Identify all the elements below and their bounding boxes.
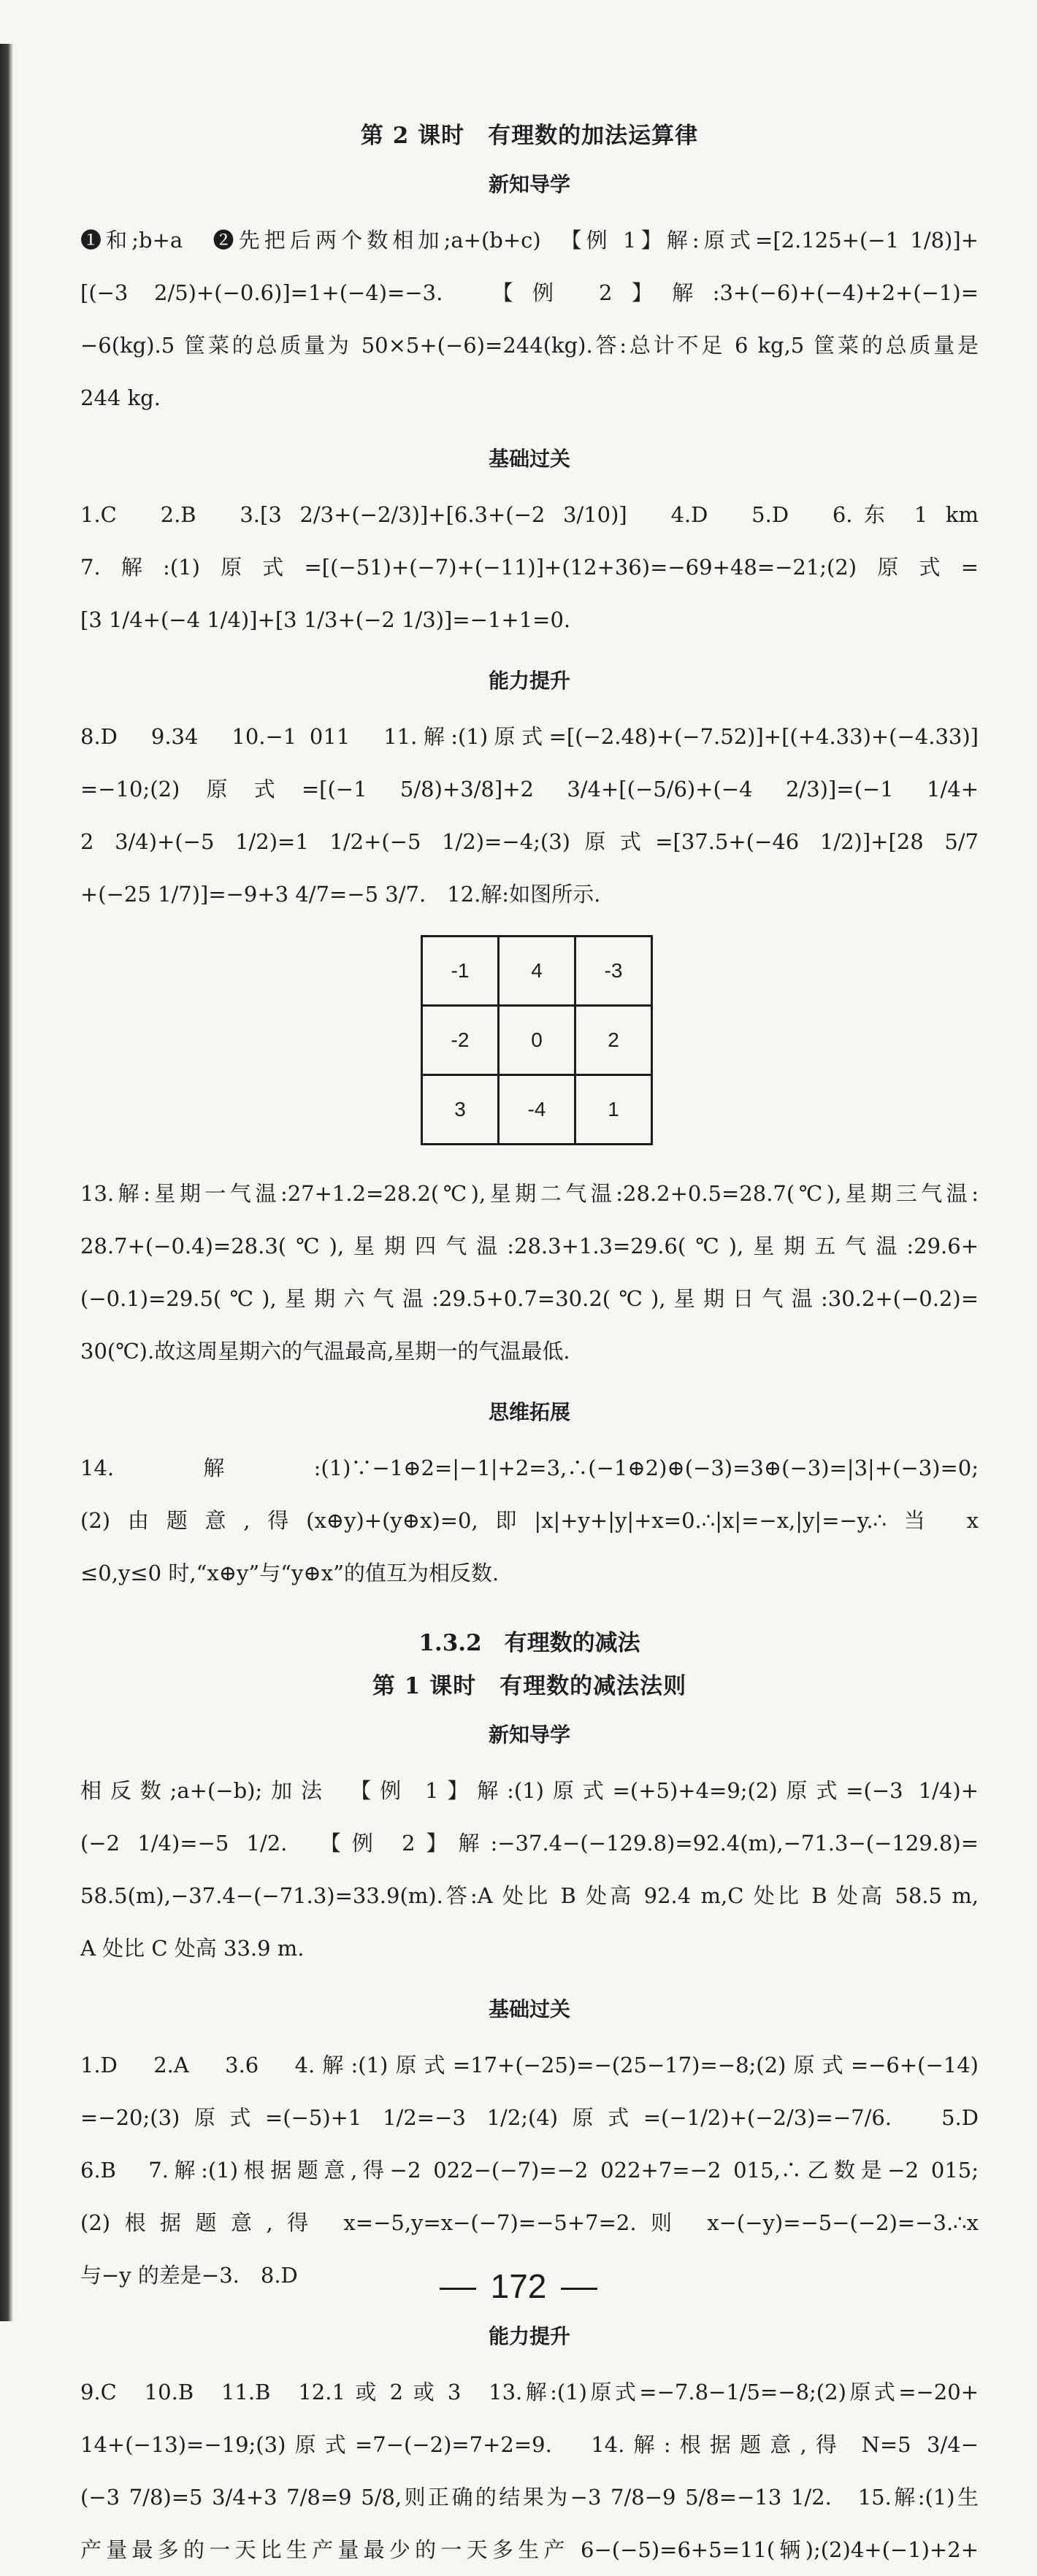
text-line: (−3 7/8)=5 3/4+3 7/8=9 5/8,则正确的结果为−3 7/8−9 5/8=−13 1/2. 15.解:(1)生 <box>80 2485 979 2510</box>
section-heading-new-knowledge: 新知导学 <box>488 1723 570 1747</box>
text-line: 产量最多的一天比生产量最少的一天多生产 6−(−5)=6+5=11(辆);(2)4+(−1)+2+ <box>80 2537 979 2562</box>
text-line: 13.解:星期一气温:27+1.2=28.2(℃),星期二气温:28.2+0.5=28.7(℃),星期三气温: <box>80 1181 979 1206</box>
answer-page <box>80 117 979 2576</box>
text-line: 244 kg. <box>80 385 161 410</box>
section-heading-ability: 能力提升 <box>488 2324 570 2348</box>
magic-square-figure <box>80 935 979 1145</box>
magic-square-table <box>421 935 653 1145</box>
book-spine-shadow <box>0 44 13 2321</box>
text-block-ability <box>80 710 979 920</box>
text-line: 9.C 10.B 11.B 12.1 或 2 或 3 13.解:(1)原式=−7.8−1/5=−8;(2)原式=−20+ <box>80 2380 979 2404</box>
text-line: 8.D 9.34 10.−1 011 11.解:(1)原式=[(−2.48)+(−7.52)]+[(+4.33)+(−4.33)] <box>80 724 979 749</box>
text-line: ≤0,y≤0 时,“x⊕y”与“y⊕x”的值互为相反数. <box>80 1561 500 1585</box>
text-line: 与−y 的差是−3. 8.D <box>80 2263 298 2288</box>
text-line: 1.C 2.B 3.[3 2/3+(−2/3)]+[6.3+(−2 3/10)] 4.D 5.D 6.东 1 km <box>80 502 979 527</box>
section-heading-ability: 能力提升 <box>488 669 570 693</box>
table-cell: 3 <box>422 1075 499 1145</box>
text-line: (−0.1)=29.5(℃),星期六气温:29.5+0.7=30.2(℃),星期日气温:30.2+(−0.2)= <box>80 1286 979 1311</box>
section-heading-new-knowledge: 新知导学 <box>488 172 570 196</box>
table-cell: -1 <box>422 937 499 1006</box>
section-heading-basic: 基础过关 <box>488 1997 570 2021</box>
page-number-dash-left <box>440 2288 476 2290</box>
text-line: (2)由题意,得(x⊕y)+(y⊕x)=0,即|x|+y+|y|+x=0.∴|x|=−x,|y|=−y.∴当 x <box>80 1508 979 1533</box>
text-line: −6(kg).5 筐菜的总质量为 50×5+(−6)=244(kg).答:总计不足 6 kg,5 筐菜的总质量是 <box>80 333 979 358</box>
text-block-basic <box>80 488 979 646</box>
table-cell: 1 <box>575 1075 652 1145</box>
text-line: 14+(−13)=−19;(3)原式=7−(−2)=7+2=9. 14.解:根据题意,得 N=5 3/4− <box>80 2432 979 2457</box>
table-cell: 4 <box>499 937 575 1006</box>
lesson-title: 第 2 课时 有理数的加法运算律 <box>360 123 699 149</box>
text-line: 1.D 2.A 3.6 4.解:(1)原式=17+(−25)=−(25−17)=−8;(2)原式=−6+(−14) <box>80 2053 979 2077</box>
text-block-extension <box>80 1442 979 1599</box>
lesson-title: 第 1 课时 有理数的减法法则 <box>372 1673 687 1699</box>
text-block-basic <box>80 2039 979 2302</box>
text-line: +(−25 1/7)]=−9+3 4/7=−5 3/7. 12.解:如图所示. <box>80 882 601 907</box>
text-line: 30(℃).故这周星期六的气温最高,星期一的气温最低. <box>80 1339 570 1364</box>
text-line: =−20;(3)原式=(−5)+1 1/2=−3 1/2;(4)原式=(−1/2)+(−2/3)=−7/6. 5.D <box>80 2105 979 2130</box>
page-number-value: 172 <box>490 2267 547 2305</box>
text-line: ❶和;b+a ❷先把后两个数相加;a+(b+c) 【例 1】解:原式=[2.125+(−1 1/8)]+ <box>80 228 979 253</box>
text-line: 2 3/4)+(−5 1/2)=1 1/2+(−5 1/2)=−4;(3)原式=[37.5+(−46 1/2)]+[28 5/7 <box>80 829 979 854</box>
text-block-new-knowledge <box>80 1764 979 1975</box>
text-line: =−10;(2)原式=[(−1 5/8)+3/8]+2 3/4+[(−5/6)+(−4 2/3)]=(−1 1/4+ <box>80 777 979 801</box>
section-heading-extension: 思维拓展 <box>488 1400 570 1424</box>
text-line: A 处比 C 处高 33.9 m. <box>80 1936 305 1961</box>
text-block-ability-cont <box>80 1167 979 1377</box>
page-number-dash-right <box>561 2288 597 2290</box>
text-line: 58.5(m),−37.4−(−71.3)=33.9(m).答:A 处比 B 处高 92.4 m,C 处比 B 处高 58.5 m, <box>80 1883 979 1908</box>
text-block-new-knowledge <box>80 214 979 424</box>
table-cell: 2 <box>575 1006 652 1075</box>
text-line: [3 1/4+(−4 1/4)]+[3 1/3+(−2 1/3)]=−1+1=0. <box>80 607 571 632</box>
text-line: [(−3 2/5)+(−0.6)]=1+(−4)=−3. 【例 2】解:3+(−6)+(−4)+2+(−1)= <box>80 280 979 305</box>
section-title: 1.3.2 有理数的减法 <box>418 1630 640 1656</box>
text-line: 相反数;a+(−b);加法 【例 1】解:(1)原式=(+5)+4=9;(2)原式=(−3 1/4)+ <box>80 1778 979 1803</box>
table-cell: -2 <box>422 1006 499 1075</box>
text-line: (−2 1/4)=−5 1/2. 【例 2】解:−37.4−(−129.8)=92.4(m),−71.3−(−129.8)= <box>80 1831 979 1856</box>
table-row <box>422 1006 652 1075</box>
text-line: 28.7+(−0.4)=28.3(℃),星期四气温:28.3+1.3=29.6(℃),星期五气温:29.6+ <box>80 1234 979 1258</box>
text-line: (2)根据题意,得 x=−5,y=x−(−7)=−5+7=2.则 x−(−y)=−5−(−2)=−3.∴x <box>80 2210 979 2235</box>
text-line: 14.解:(1)∵−1⊕2=|−1|+2=3,∴(−1⊕2)⊕(−3)=3⊕(−3)=|3|+(−3)=0; <box>80 1456 979 1480</box>
table-cell: -3 <box>575 937 652 1006</box>
section-heading-basic: 基础过关 <box>488 447 570 471</box>
table-row <box>422 1075 652 1145</box>
text-line: 6.B 7.解:(1)根据题意,得−2 022−(−7)=−2 022+7=−2 015,∴乙数是−2 015; <box>80 2158 979 2183</box>
text-block-ability <box>80 2366 979 2576</box>
text-line: 7.解:(1)原式=[(−51)+(−7)+(−11)]+(12+36)=−69+48=−21;(2)原式= <box>80 555 979 580</box>
page-number <box>0 2267 1037 2306</box>
table-row <box>422 937 652 1006</box>
table-cell: -4 <box>499 1075 575 1145</box>
table-cell: 0 <box>499 1006 575 1075</box>
